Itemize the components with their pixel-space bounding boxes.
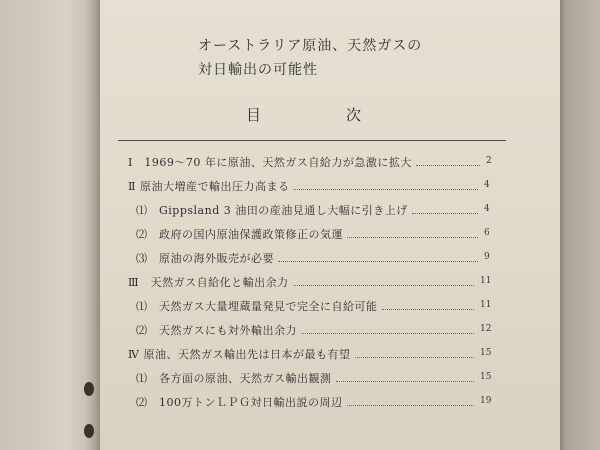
toc-entry bbox=[0, 322, 600, 342]
toc-heading-char-1: 目 bbox=[246, 106, 262, 124]
toc-leader-dots bbox=[382, 309, 475, 310]
toc-leader-dots bbox=[347, 405, 475, 406]
toc-leader-dots bbox=[416, 165, 480, 166]
toc-leader-dots bbox=[293, 285, 474, 286]
toc-leader-dots bbox=[355, 357, 475, 358]
toc-page-number: 4 bbox=[484, 180, 490, 190]
toc-leader-dots bbox=[293, 189, 478, 190]
document-title bbox=[198, 34, 422, 82]
toc-entry bbox=[0, 226, 600, 246]
toc-entry bbox=[0, 202, 600, 222]
toc-entry-title: ⑵ 天然ガスにも対外輸出余力 bbox=[136, 324, 297, 337]
toc-page-number: 9 bbox=[484, 252, 490, 262]
toc-entry-title: ⑵ 100万トンＬＰＧ対日輸出説の周辺 bbox=[136, 396, 343, 409]
toc-page-number: 4 bbox=[484, 204, 490, 214]
toc-leader-dots bbox=[347, 237, 478, 238]
toc-page-number: 11 bbox=[480, 300, 492, 310]
toc-entry bbox=[0, 394, 600, 414]
toc-leader-dots bbox=[278, 261, 478, 262]
toc-entry-title: Ⅲ 天然ガス自給化と輸出余力 bbox=[128, 276, 289, 289]
title-line-1: オーストラリア原油、天然ガスの bbox=[198, 38, 423, 54]
binding-hole bbox=[84, 424, 94, 438]
toc-entry-title: ⑴ Gippsland 3 油田の産油見通し大幅に引き上げ bbox=[136, 204, 408, 217]
toc-page-number: 19 bbox=[480, 396, 492, 406]
toc-entry-title: ⑴ 各方面の原油、天然ガス輸出観測 bbox=[136, 372, 332, 385]
toc-page-number: 15 bbox=[480, 348, 492, 358]
toc-entry bbox=[0, 178, 600, 198]
toc-entry-title: ⑴ 天然ガス大量埋蔵量発見で完全に自給可能 bbox=[136, 300, 378, 313]
toc-page-number: 12 bbox=[480, 324, 492, 334]
toc-entry bbox=[0, 298, 600, 318]
toc-entry-title: Ⅰ 1969～70 年に原油、天然ガス自給力が急激に拡大 bbox=[128, 156, 412, 169]
toc-heading-char-2: 次 bbox=[346, 106, 362, 124]
toc-entry bbox=[0, 346, 600, 366]
toc-entry bbox=[0, 274, 600, 294]
heading-rule bbox=[118, 140, 506, 141]
toc-entry-title: Ⅳ 原油、天然ガス輸出先は日本が最も有望 bbox=[128, 348, 351, 361]
toc-page-number: 11 bbox=[480, 276, 492, 286]
toc-entry bbox=[0, 250, 600, 270]
toc-entry-title: ⑵ 政府の国内原油保護政策修正の気運 bbox=[136, 228, 343, 241]
toc-page-number: 2 bbox=[486, 156, 492, 166]
toc-entry-title: ⑶ 原油の海外販売が必要 bbox=[136, 252, 274, 265]
title-line-2: 対日輸出の可能性 bbox=[198, 62, 318, 78]
toc-leader-dots bbox=[336, 381, 475, 382]
toc-page-number: 6 bbox=[484, 228, 490, 238]
toc-entry-title: Ⅱ 原油大増産で輸出圧力高まる bbox=[128, 180, 290, 193]
toc-entry bbox=[0, 370, 600, 390]
toc-leader-dots bbox=[301, 333, 474, 334]
toc-page-number: 15 bbox=[480, 372, 492, 382]
toc-leader-dots bbox=[412, 213, 478, 214]
toc-entry bbox=[0, 154, 600, 174]
